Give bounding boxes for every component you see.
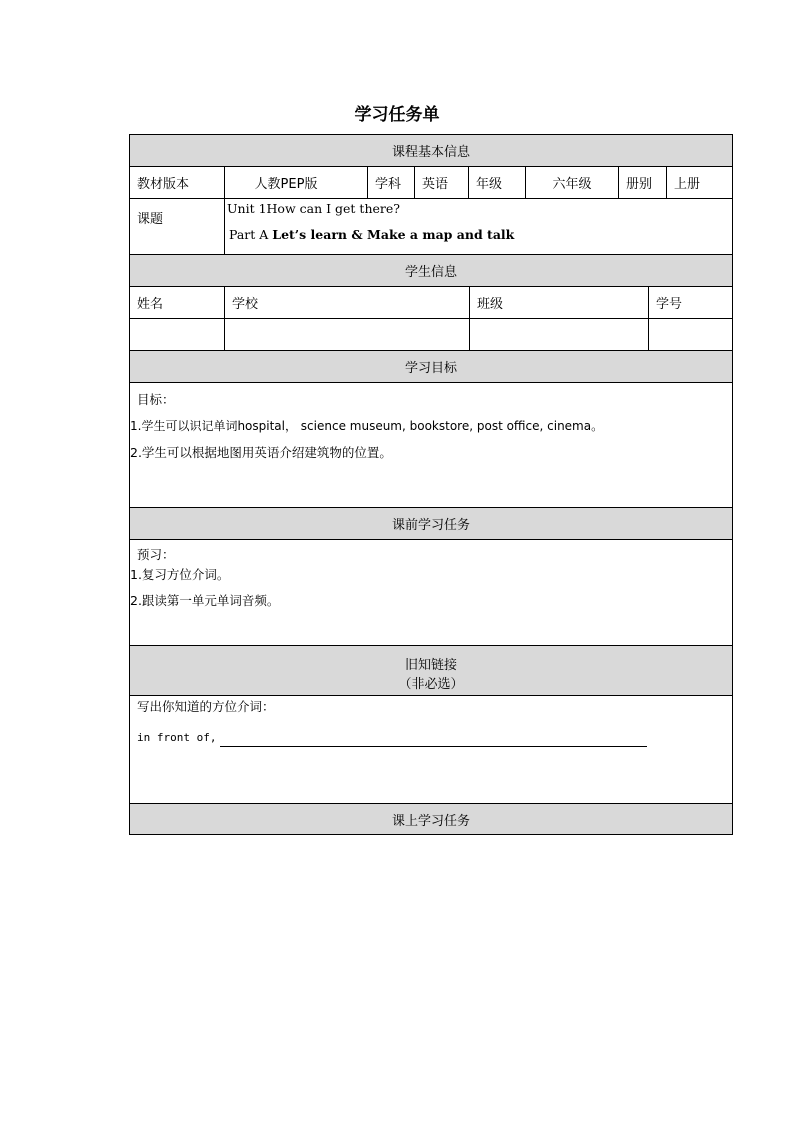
topic-line-2-title: Let’s learn & Make a map and talk bbox=[272, 227, 515, 242]
student-info-fields-row bbox=[129, 319, 733, 351]
topic-label: 课题 bbox=[130, 199, 225, 254]
textbook-label: 教材版本 bbox=[130, 167, 225, 198]
volume-value: 上册 bbox=[674, 177, 701, 192]
course-info-header bbox=[129, 134, 733, 167]
grade-value: 六年级 bbox=[526, 167, 619, 198]
school-field[interactable] bbox=[225, 319, 470, 350]
goals-header bbox=[129, 351, 733, 383]
in-class-header-label: 课上学习任务 bbox=[391, 813, 470, 829]
pre-class-header-label: 课前学习任务 bbox=[391, 518, 470, 533]
goal-item-1: 1.学生可以识记单词hospital， science museum, bookstore, post office, cinema。 bbox=[130, 419, 604, 433]
in-class-header bbox=[129, 804, 733, 835]
course-info-row bbox=[129, 167, 733, 199]
student-info-labels-row bbox=[129, 287, 733, 319]
topic-value bbox=[225, 199, 732, 254]
volume-label: 册别 bbox=[619, 167, 667, 198]
prior-knowledge-header-line2: （非必选） bbox=[398, 676, 464, 692]
topic-line-2 bbox=[227, 225, 732, 247]
id-label: 学号 bbox=[656, 297, 683, 312]
goals-header-label: 学习目标 bbox=[404, 361, 457, 376]
textbook-value: 人教PEP版 bbox=[225, 167, 368, 198]
student-info-header-label: 学生信息 bbox=[404, 265, 457, 280]
page-title: 学习任务单 bbox=[354, 105, 440, 125]
pre-class-item-2: 2.跟读第一单元单词音频。 bbox=[130, 593, 280, 608]
prior-knowledge-header bbox=[129, 646, 733, 696]
goal-item-2: 2.学生可以根据地图用英语介绍建筑物的位置。 bbox=[130, 445, 392, 460]
topic-line-1: Unit 1How can I get there? bbox=[227, 201, 400, 216]
prior-knowledge-answer-line bbox=[130, 728, 732, 748]
name-label: 姓名 bbox=[130, 287, 225, 318]
school-label: 学校 bbox=[225, 287, 470, 318]
pre-class-item-1: 1.复习方位介词。 bbox=[130, 567, 230, 582]
prior-knowledge-prompt: 写出你知道的方位介词： bbox=[137, 699, 275, 714]
goals-content bbox=[129, 383, 733, 508]
topic-line-2-prefix: Part A bbox=[229, 227, 273, 242]
goals-intro: 目标： bbox=[137, 392, 175, 407]
pre-class-intro: 预习： bbox=[137, 547, 175, 562]
pre-class-content bbox=[129, 540, 733, 646]
prior-knowledge-example: in front of, bbox=[137, 731, 217, 744]
student-info-header bbox=[129, 255, 733, 287]
subject-value: 英语 bbox=[415, 167, 469, 198]
name-field[interactable] bbox=[130, 319, 225, 350]
class-field[interactable] bbox=[470, 319, 649, 350]
class-label: 班级 bbox=[470, 287, 649, 318]
subject-label: 学科 bbox=[368, 167, 415, 198]
task-sheet-table bbox=[129, 134, 733, 835]
topic-row bbox=[129, 199, 733, 255]
prior-knowledge-header-line1: 旧知链接 bbox=[404, 657, 457, 673]
prior-knowledge-content bbox=[129, 696, 733, 804]
answer-blank[interactable] bbox=[220, 734, 647, 747]
grade-label: 年级 bbox=[469, 167, 526, 198]
course-info-header-label: 课程基本信息 bbox=[391, 145, 470, 160]
pre-class-header bbox=[129, 508, 733, 540]
id-field[interactable] bbox=[649, 319, 732, 350]
